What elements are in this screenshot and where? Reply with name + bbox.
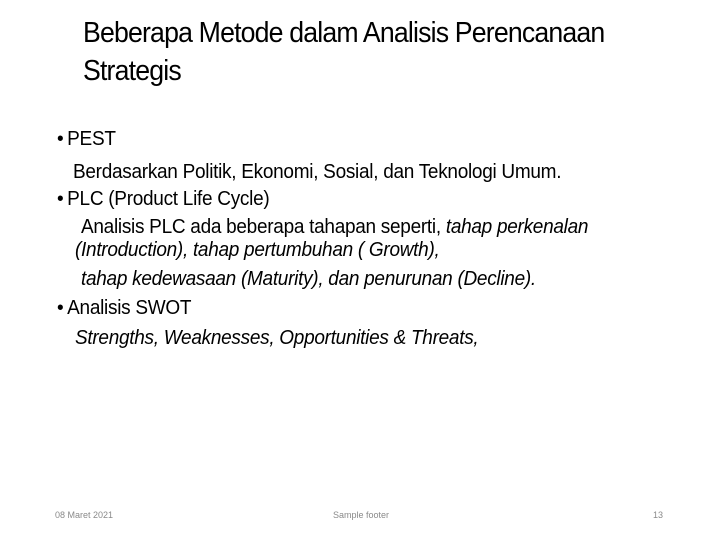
item-heading: Analisis SWOT [67, 297, 192, 319]
item-detail-line-2: (Introduction), tahap pertumbuhan ( Growth), [75, 239, 440, 261]
item-detail-italic: tahap perkenalan [445, 216, 589, 238]
item-detail: Berdasarkan Politik, Ekonomi, Sosial, dan Teknologi Umum. [73, 161, 562, 183]
bullet-icon: • [57, 188, 64, 210]
item-heading: PLC (Product Life Cycle) [67, 188, 270, 210]
list-item-plc [57, 186, 269, 212]
bullet-icon: • [57, 128, 64, 150]
slide-title-line-2: Strategis [83, 55, 181, 87]
item-detail-line-3: tahap kedewasaan (Maturity), dan penurunan (Decline). [81, 268, 536, 290]
item-detail-plain: Analisis PLC ada beberapa tahapan seperti, [81, 216, 446, 238]
item-heading: PEST [67, 128, 116, 150]
slide-title-line-1: Beberapa Metode dalam Analisis Perencanaan [83, 17, 605, 49]
item-detail: Strengths, Weaknesses, Opportunities & Threats, [75, 327, 479, 349]
footer-date: 08 Maret 2021 [55, 510, 114, 520]
slide-title [83, 14, 663, 90]
list-item-pest [57, 126, 116, 152]
list-item-swot [57, 295, 191, 321]
bullet-icon: • [57, 297, 64, 319]
footer-text: Sample footer [333, 510, 390, 520]
page-number: 13 [653, 510, 664, 520]
